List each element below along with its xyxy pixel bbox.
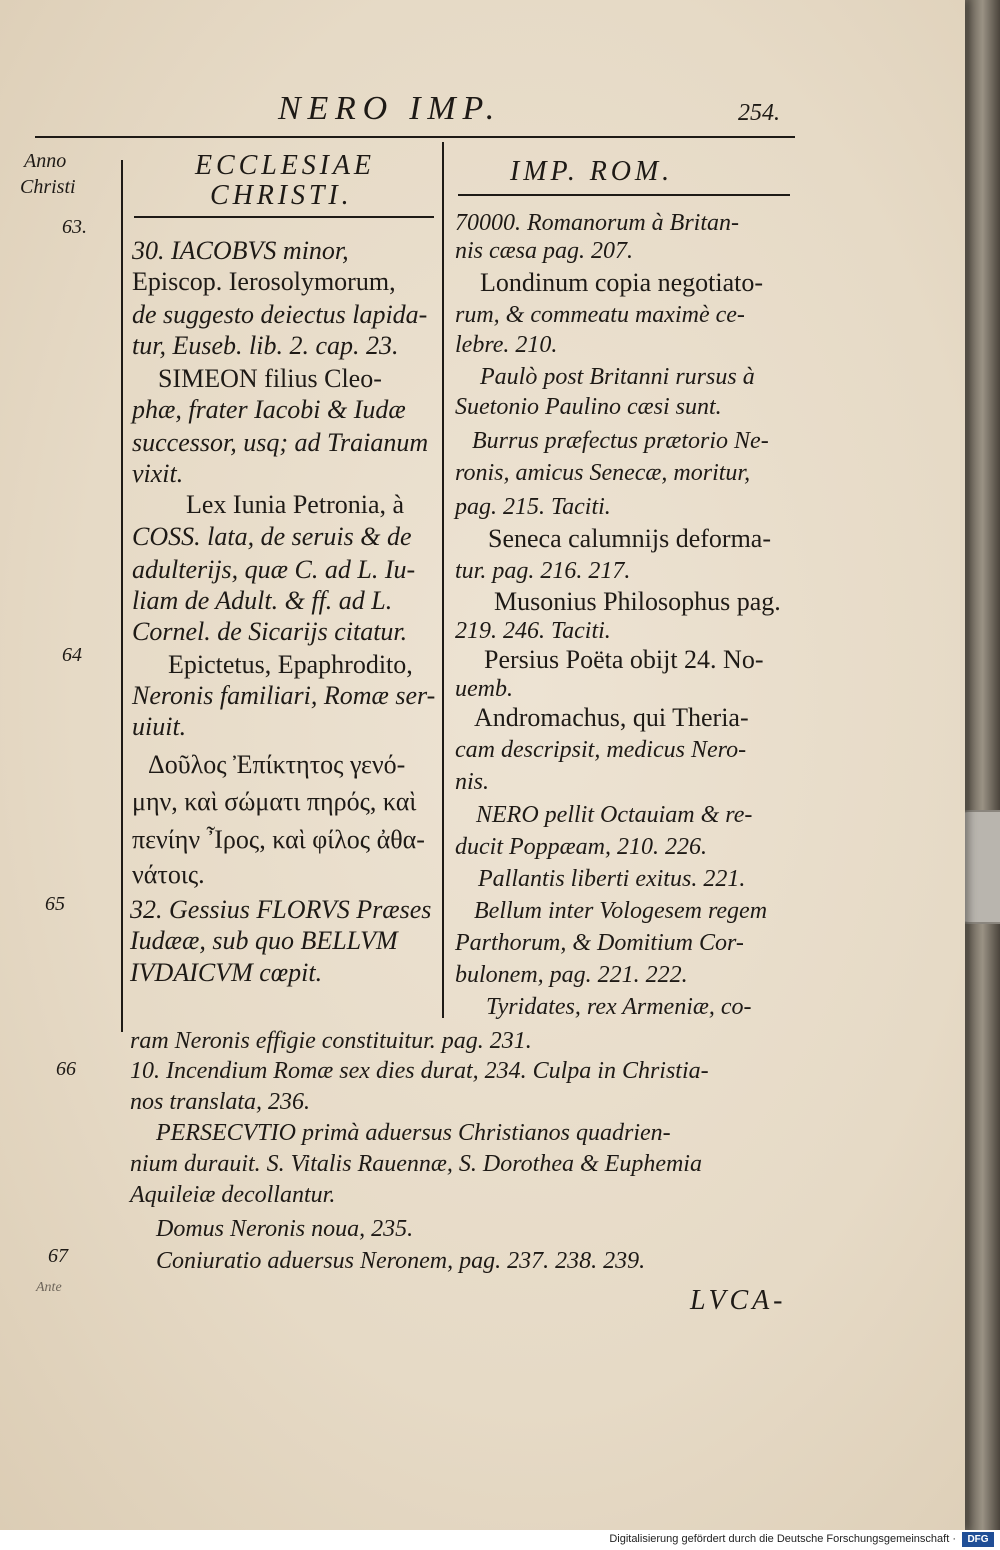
right-line: Londinum copia negotiato- (480, 268, 764, 297)
right-line: Bellum inter Vologesem regem (474, 898, 768, 924)
left-line: adulterijs, quæ C. ad L. Iu- (132, 555, 416, 584)
body-line: Aquileiæ decollantur. (130, 1182, 336, 1208)
right-line: lebre. 210. (455, 332, 558, 358)
right-line: ducit Poppæam, 210. 226. (455, 834, 707, 860)
left-line: Δοῦλος Ἐπίκτητος γενό- (148, 750, 406, 779)
right-line: uemb. (455, 676, 513, 702)
right-line: rum, & commeatu maximè ce- (455, 302, 745, 328)
header-rule (35, 136, 795, 138)
left-line: Neronis familiari, Romæ ser- (132, 681, 436, 710)
catchword: LVCA- (690, 1285, 787, 1316)
left-heading-line2: CHRISTI. (210, 180, 353, 211)
left-line: successor, usq; ad Traianum (132, 428, 429, 457)
right-line: 70000. Romanorum à Britan- (455, 210, 739, 236)
margin-year: 64 (62, 644, 82, 666)
right-heading-rule (458, 194, 790, 196)
body-line: 10. Incendium Romæ sex dies durat, 234. Culpa in Christia- (130, 1058, 709, 1084)
left-line: phæ, frater Iacobi & Iudæ (132, 395, 406, 424)
left-line: uiuit. (132, 712, 187, 741)
left-line: Lex Iunia Petronia, à (186, 490, 405, 519)
body-line: Domus Neronis noua, 235. (156, 1216, 414, 1242)
right-line: Suetonio Paulino cæsi sunt. (455, 394, 722, 420)
body-line: nium durauit. S. Vitalis Rauennæ, S. Dorothea & Euphemia (130, 1151, 702, 1177)
left-line: Epictetus, Epaphrodito, (168, 650, 413, 679)
page-number: 254. (738, 100, 780, 126)
running-title: NERO IMP. (278, 90, 501, 127)
right-line: nis cæsa pag. 207. (455, 238, 634, 264)
left-line: de suggesto deiectus lapida- (132, 300, 428, 329)
right-line: Tyridates, rex Armeniæ, co- (486, 994, 752, 1020)
right-line: Pallantis liberti exitus. 221. (478, 866, 746, 892)
body-line: Coniuratio aduersus Neronem, pag. 237. 238. 239. (156, 1248, 646, 1274)
left-line: Episcop. Ierosolymorum, (132, 267, 396, 296)
margin-year: 67 (48, 1245, 68, 1267)
left-line: 30. IACOBVS minor, (132, 236, 349, 265)
margin-catchword-fragment: Ante (36, 1280, 62, 1295)
right-heading: IMP. ROM. (510, 156, 674, 187)
left-line: πενίην Ἶρος, καὶ φίλος ἀθα- (132, 825, 425, 854)
column-divider (442, 142, 444, 1018)
right-line: ronis, amicus Senecæ, moritur, (455, 460, 751, 486)
margin-year: 63. (62, 216, 87, 238)
margin-year: 65 (45, 893, 65, 915)
right-line: Persius Poëta obijt 24. No- (484, 645, 764, 674)
right-line: cam descripsit, medicus Nero- (455, 737, 747, 763)
margin-year: 66 (56, 1058, 76, 1080)
left-line: μην, καὶ σώματι πηρός, καὶ (132, 787, 417, 816)
margin-christi: Christi (20, 176, 76, 198)
margin-anno: Anno (24, 150, 67, 172)
left-column-rule (121, 160, 123, 1032)
left-line: tur, Euseb. lib. 2. cap. 23. (132, 331, 399, 360)
right-line: Musonius Philosophus pag. (494, 587, 781, 616)
left-heading-line1: ECCLESIAE (195, 150, 375, 181)
right-line: tur. pag. 216. 217. (455, 558, 631, 584)
right-line: Seneca calumnijs deforma- (488, 524, 771, 553)
left-line: 32. Gessius FLORVS Præses (130, 895, 432, 924)
right-line: NERO pellit Octauiam & re- (476, 802, 753, 828)
left-line: Iudææ, sub quo BELLVM (130, 926, 398, 955)
left-line: νάτοις. (132, 860, 205, 889)
left-line: IVDAICVM cœpit. (130, 958, 323, 987)
right-line: Parthorum, & Domitium Cor- (455, 930, 744, 956)
right-line: Burrus præfectus prætorio Ne- (472, 428, 769, 454)
footer-bar (0, 1530, 1000, 1550)
body-line: PERSECVTIO primà aduersus Christianos quadrien- (156, 1120, 671, 1146)
right-line: Paulò post Britanni rursus à (480, 364, 755, 390)
right-line: Andromachus, qui Theria- (474, 703, 749, 732)
body-line: nos translata, 236. (130, 1089, 311, 1115)
left-line: liam de Adult. & ff. ad L. (132, 586, 393, 615)
right-line: bulonem, pag. 221. 222. (455, 962, 688, 988)
left-line: COSS. lata, de seruis & de (132, 522, 412, 551)
right-line: nis. (455, 769, 490, 795)
left-line: Cornel. de Sicarijs citatur. (132, 617, 408, 646)
body-line: ram Neronis effigie constituitur. pag. 231. (130, 1028, 532, 1054)
right-line: 219. 246. Taciti. (455, 618, 611, 644)
right-line: pag. 215. Taciti. (455, 494, 611, 520)
left-heading-rule (134, 216, 434, 218)
left-line: vixit. (132, 459, 184, 488)
dfg-logo-icon: DFG (962, 1532, 994, 1547)
left-line: SIMEON filius Cleo- (158, 364, 382, 393)
footer-credit: Digitalisierung gefördert durch die Deutsche Forschungsgemeinschaft · (609, 1533, 956, 1545)
